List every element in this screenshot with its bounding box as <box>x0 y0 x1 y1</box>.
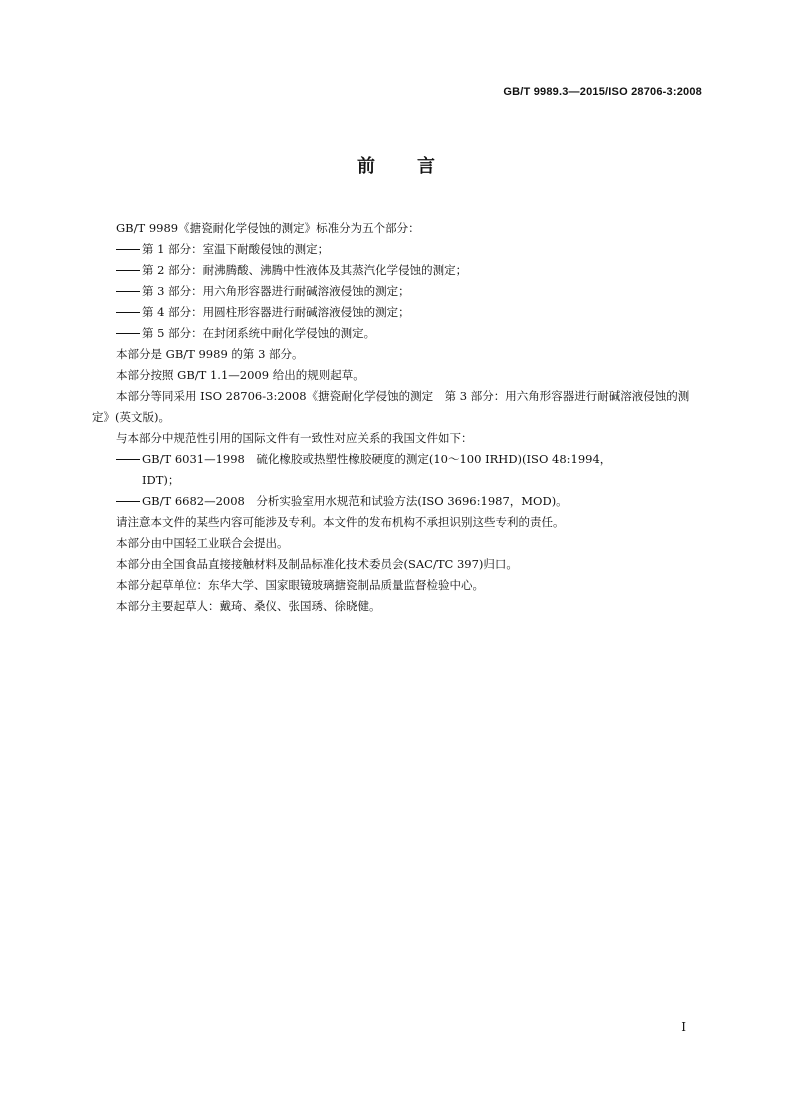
dash-bullet <box>116 291 140 292</box>
reference-item: GB/T 6682—2008 分析实验室用水规范和试验方法(ISO 3696:1987，MOD)。 <box>92 491 704 512</box>
dash-bullet <box>116 270 140 271</box>
list-item: 第 5 部分：在封闭系统中耐化学侵蚀的测定。 <box>92 323 704 344</box>
proposed-by: 本部分由中国轻工业联合会提出。 <box>116 536 289 550</box>
document-code: GB/T 9989.3—2015/ISO 28706-3:2008 <box>503 86 702 98</box>
technical-committee: 本部分由全国食品直接接触材料及制品标准化技术委员会(SAC/TC 397)归口。 <box>116 557 518 571</box>
list-item: 第 3 部分：用六角形容器进行耐碱溶液侵蚀的测定； <box>92 281 704 302</box>
document-body <box>92 218 704 617</box>
dash-bullet <box>116 249 140 250</box>
drafters: 本部分主要起草人：戴琦、桑仪、张国琇、徐晓健。 <box>116 599 381 613</box>
equivalence-statement: 本部分等同采用 ISO 28706-3:2008《搪瓷耐化学侵蚀的测定 第 3 部分：用六角形容器进行耐碱溶液侵蚀的测定》(英文版)。 <box>92 389 690 424</box>
page-number: I <box>681 1020 686 1034</box>
reference-item: GB/T 6031—1998 硫化橡胶或热塑性橡胶硬度的测定(10～100 IRHD)(ISO 48:1994， IDT)； <box>92 449 704 491</box>
part-statement: 本部分是 GB/T 9989 的第 3 部分。 <box>116 347 304 361</box>
dash-bullet <box>116 501 140 502</box>
patent-notice: 请注意本文件的某些内容可能涉及专利。本文件的发布机构不承担识别这些专利的责任。 <box>116 515 565 529</box>
intro-paragraph: GB/T 9989《搪瓷耐化学侵蚀的测定》标准分为五个部分： <box>116 221 420 235</box>
drafting-rules-statement: 本部分按照 GB/T 1.1—2009 给出的规则起草。 <box>116 368 365 382</box>
list-item: 第 4 部分：用圆柱形容器进行耐碱溶液侵蚀的测定； <box>92 302 704 323</box>
drafting-units: 本部分起草单位：东华大学、国家眼镜玻璃搪瓷制品质量监督检验中心。 <box>116 578 484 592</box>
dash-bullet <box>116 459 140 460</box>
page-title: 前言 <box>357 156 477 177</box>
list-item: 第 1 部分：室温下耐酸侵蚀的测定； <box>92 239 704 260</box>
list-item: 第 2 部分：耐沸腾酸、沸腾中性液体及其蒸汽化学侵蚀的测定； <box>92 260 704 281</box>
dash-bullet <box>116 333 140 334</box>
dash-bullet <box>116 312 140 313</box>
references-intro: 与本部分中规范性引用的国际文件有一致性对应关系的我国文件如下： <box>116 431 473 445</box>
